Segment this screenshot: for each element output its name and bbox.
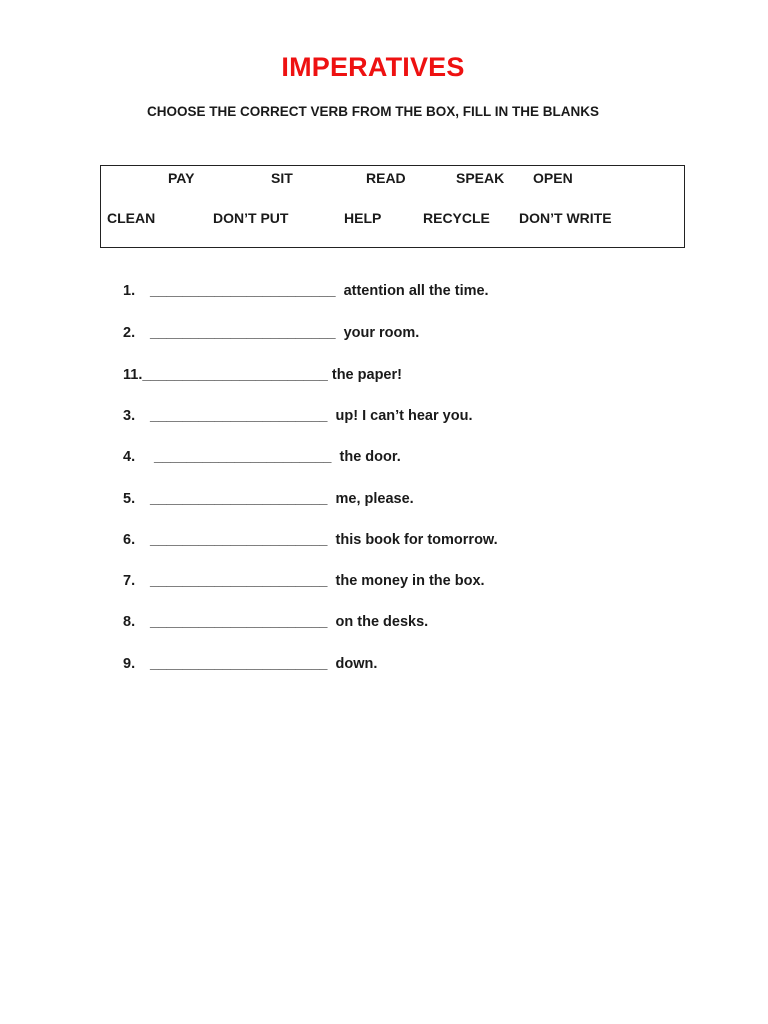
item-number: 7. xyxy=(123,573,136,589)
item-text: this book for tomorrow. xyxy=(331,532,498,548)
answer-blank: ______________________ xyxy=(154,449,332,465)
exercise-item-4 xyxy=(123,449,401,465)
exercise-item-9 xyxy=(123,656,377,672)
item-text: the money in the box. xyxy=(331,573,485,589)
exercise-item-8 xyxy=(123,614,428,630)
answer-blank: ______________________ xyxy=(150,408,328,424)
answer-blank: _______________________ xyxy=(150,325,336,341)
answer-blank: ______________________ xyxy=(150,532,328,548)
answer-blank: _______________________ xyxy=(142,367,328,383)
item-number: 11. xyxy=(123,367,143,383)
item-text: your room. xyxy=(339,325,420,341)
item-text: up! I can’t hear you. xyxy=(331,408,473,424)
item-number: 1. xyxy=(123,283,136,299)
exercise-item-1 xyxy=(123,283,489,299)
item-number: 9. xyxy=(123,656,136,672)
item-text: me, please. xyxy=(331,491,414,507)
item-number: 8. xyxy=(123,614,136,630)
word-dont-write: DON’T WRITE xyxy=(519,210,612,226)
item-number: 3. xyxy=(123,408,136,424)
word-read: READ xyxy=(366,170,406,186)
instructions: CHOOSE THE CORRECT VERB FROM THE BOX, FILL IN THE BLANKS xyxy=(146,104,599,119)
answer-blank: ______________________ xyxy=(150,614,328,630)
exercise-item-2 xyxy=(123,325,419,341)
item-text: on the desks. xyxy=(331,614,429,630)
item-number: 4. xyxy=(123,449,136,465)
word-pay: PAY xyxy=(168,170,195,186)
answer-blank: ______________________ xyxy=(150,491,328,507)
answer-blank: ______________________ xyxy=(150,573,328,589)
item-number: 2. xyxy=(123,325,136,341)
item-text: down. xyxy=(331,656,378,672)
item-text: the door. xyxy=(335,449,401,465)
word-help: HELP xyxy=(344,210,382,226)
answer-blank: _______________________ xyxy=(150,283,336,299)
exercise-item-6 xyxy=(123,532,498,548)
item-number: 5. xyxy=(123,491,136,507)
word-sit: SIT xyxy=(271,170,293,186)
exercise-item-11 xyxy=(123,367,402,383)
word-box xyxy=(100,165,685,248)
item-number: 6. xyxy=(123,532,136,548)
exercise-item-3 xyxy=(123,408,472,424)
word-clean: CLEAN xyxy=(107,210,156,226)
word-dont-put: DON’T PUT xyxy=(213,210,289,226)
page-title: IMPERATIVES xyxy=(281,52,465,82)
exercise-item-5 xyxy=(123,491,414,507)
exercise-item-7 xyxy=(123,573,485,589)
word-speak: SPEAK xyxy=(456,170,505,186)
answer-blank: ______________________ xyxy=(150,656,328,672)
word-recycle: RECYCLE xyxy=(423,210,490,226)
item-text: attention all the time. xyxy=(339,283,489,299)
item-text: the paper! xyxy=(327,367,402,383)
word-open: OPEN xyxy=(533,170,573,186)
